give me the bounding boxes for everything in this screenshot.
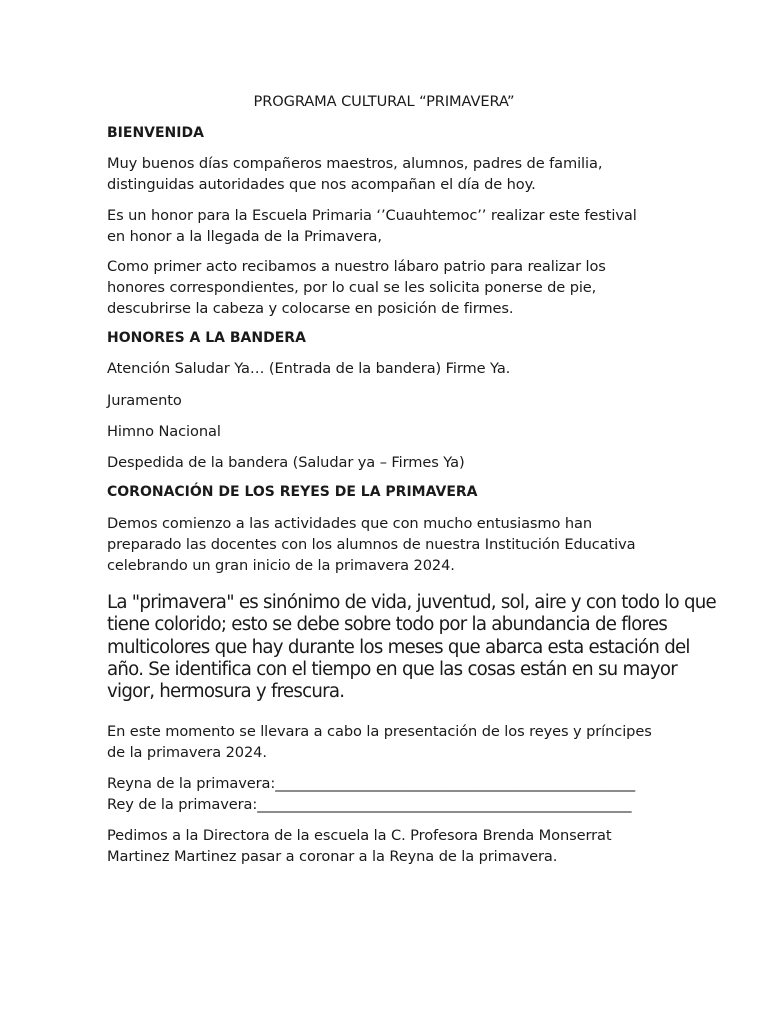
text-line: Demos comienzo a las actividades que con mucho entusiasmo han bbox=[107, 515, 593, 532]
text-line: preparado las docentes con los alumnos de nuestra Institución Educativa bbox=[107, 536, 636, 553]
paragraph-presentacion bbox=[107, 721, 667, 763]
document-title: PROGRAMA CULTURAL “PRIMAVERA” bbox=[253, 93, 515, 110]
text-line: Pedimos a la Directora de la escuela la C. Profesora Brenda Monserrat bbox=[107, 827, 612, 844]
text-line: distinguidas autoridades que nos acompañan el día de hoy. bbox=[107, 176, 536, 193]
text-line: Martinez Martinez pasar a coronar a la Reyna de la primavera. bbox=[107, 848, 558, 865]
heading-bienvenida: BIENVENIDA bbox=[107, 125, 204, 141]
text-line: En este momento se llevara a cabo la presentación de los reyes y príncipes bbox=[107, 723, 652, 740]
honores-item: Despedida de la bandera (Saludar ya – Firmes Ya) bbox=[107, 454, 465, 471]
heading-honores: HONORES A LA BANDERA bbox=[107, 330, 306, 346]
text-line: tiene colorido; esto se debe sobre todo por la abundancia de flores bbox=[107, 614, 668, 636]
text-line: multicolores que hay durante los meses que abarca esta estación del bbox=[107, 636, 690, 658]
text-line: Es un honor para la Escuela Primaria ‘’Cuauhtemoc’’ realizar este festival bbox=[107, 207, 637, 224]
honores-item: Juramento bbox=[107, 392, 182, 409]
paragraph-coronacion-directora bbox=[107, 825, 667, 867]
text-line: honores correspondientes, por lo cual se les solicita ponerse de pie, bbox=[107, 279, 597, 296]
rey-blank-line: Rey de la primavera:____________________________________________________ bbox=[107, 796, 632, 813]
paragraph-saludo bbox=[107, 153, 667, 195]
text-line: Como primer acto recibamos a nuestro lábaro patrio para realizar los bbox=[107, 258, 606, 275]
text-line: Muy buenos días compañeros maestros, alumnos, padres de familia, bbox=[107, 155, 603, 172]
text-line: en honor a la llegada de la Primavera, bbox=[107, 228, 382, 245]
honores-item: Atención Saludar Ya… (Entrada de la bandera) Firme Ya. bbox=[107, 360, 511, 377]
text-line: año. Se identifica con el tiempo en que las cosas están en su mayor bbox=[107, 658, 677, 680]
paragraph-primavera-significado bbox=[107, 592, 716, 703]
reyna-blank-line: Reyna de la primavera:__________________________________________________ bbox=[107, 775, 636, 792]
text-line: La "primavera" es sinónimo de vida, juventud, sol, aire y con todo lo que bbox=[107, 592, 716, 613]
heading-coronacion: CORONACIÓN DE LOS REYES DE LA PRIMAVERA bbox=[107, 484, 478, 500]
text-line: celebrando un gran inicio de la primavera 2024. bbox=[107, 557, 455, 574]
text-line: descubrirse la cabeza y colocarse en posición de firmes. bbox=[107, 300, 514, 317]
text-line: de la primavera 2024. bbox=[107, 744, 267, 761]
text-line: vigor, hermosura y frescura. bbox=[107, 681, 345, 703]
paragraph-honor bbox=[107, 205, 667, 247]
paragraph-comienzo bbox=[107, 513, 667, 576]
paragraph-primer-acto bbox=[107, 256, 667, 319]
honores-item: Himno Nacional bbox=[107, 423, 221, 440]
